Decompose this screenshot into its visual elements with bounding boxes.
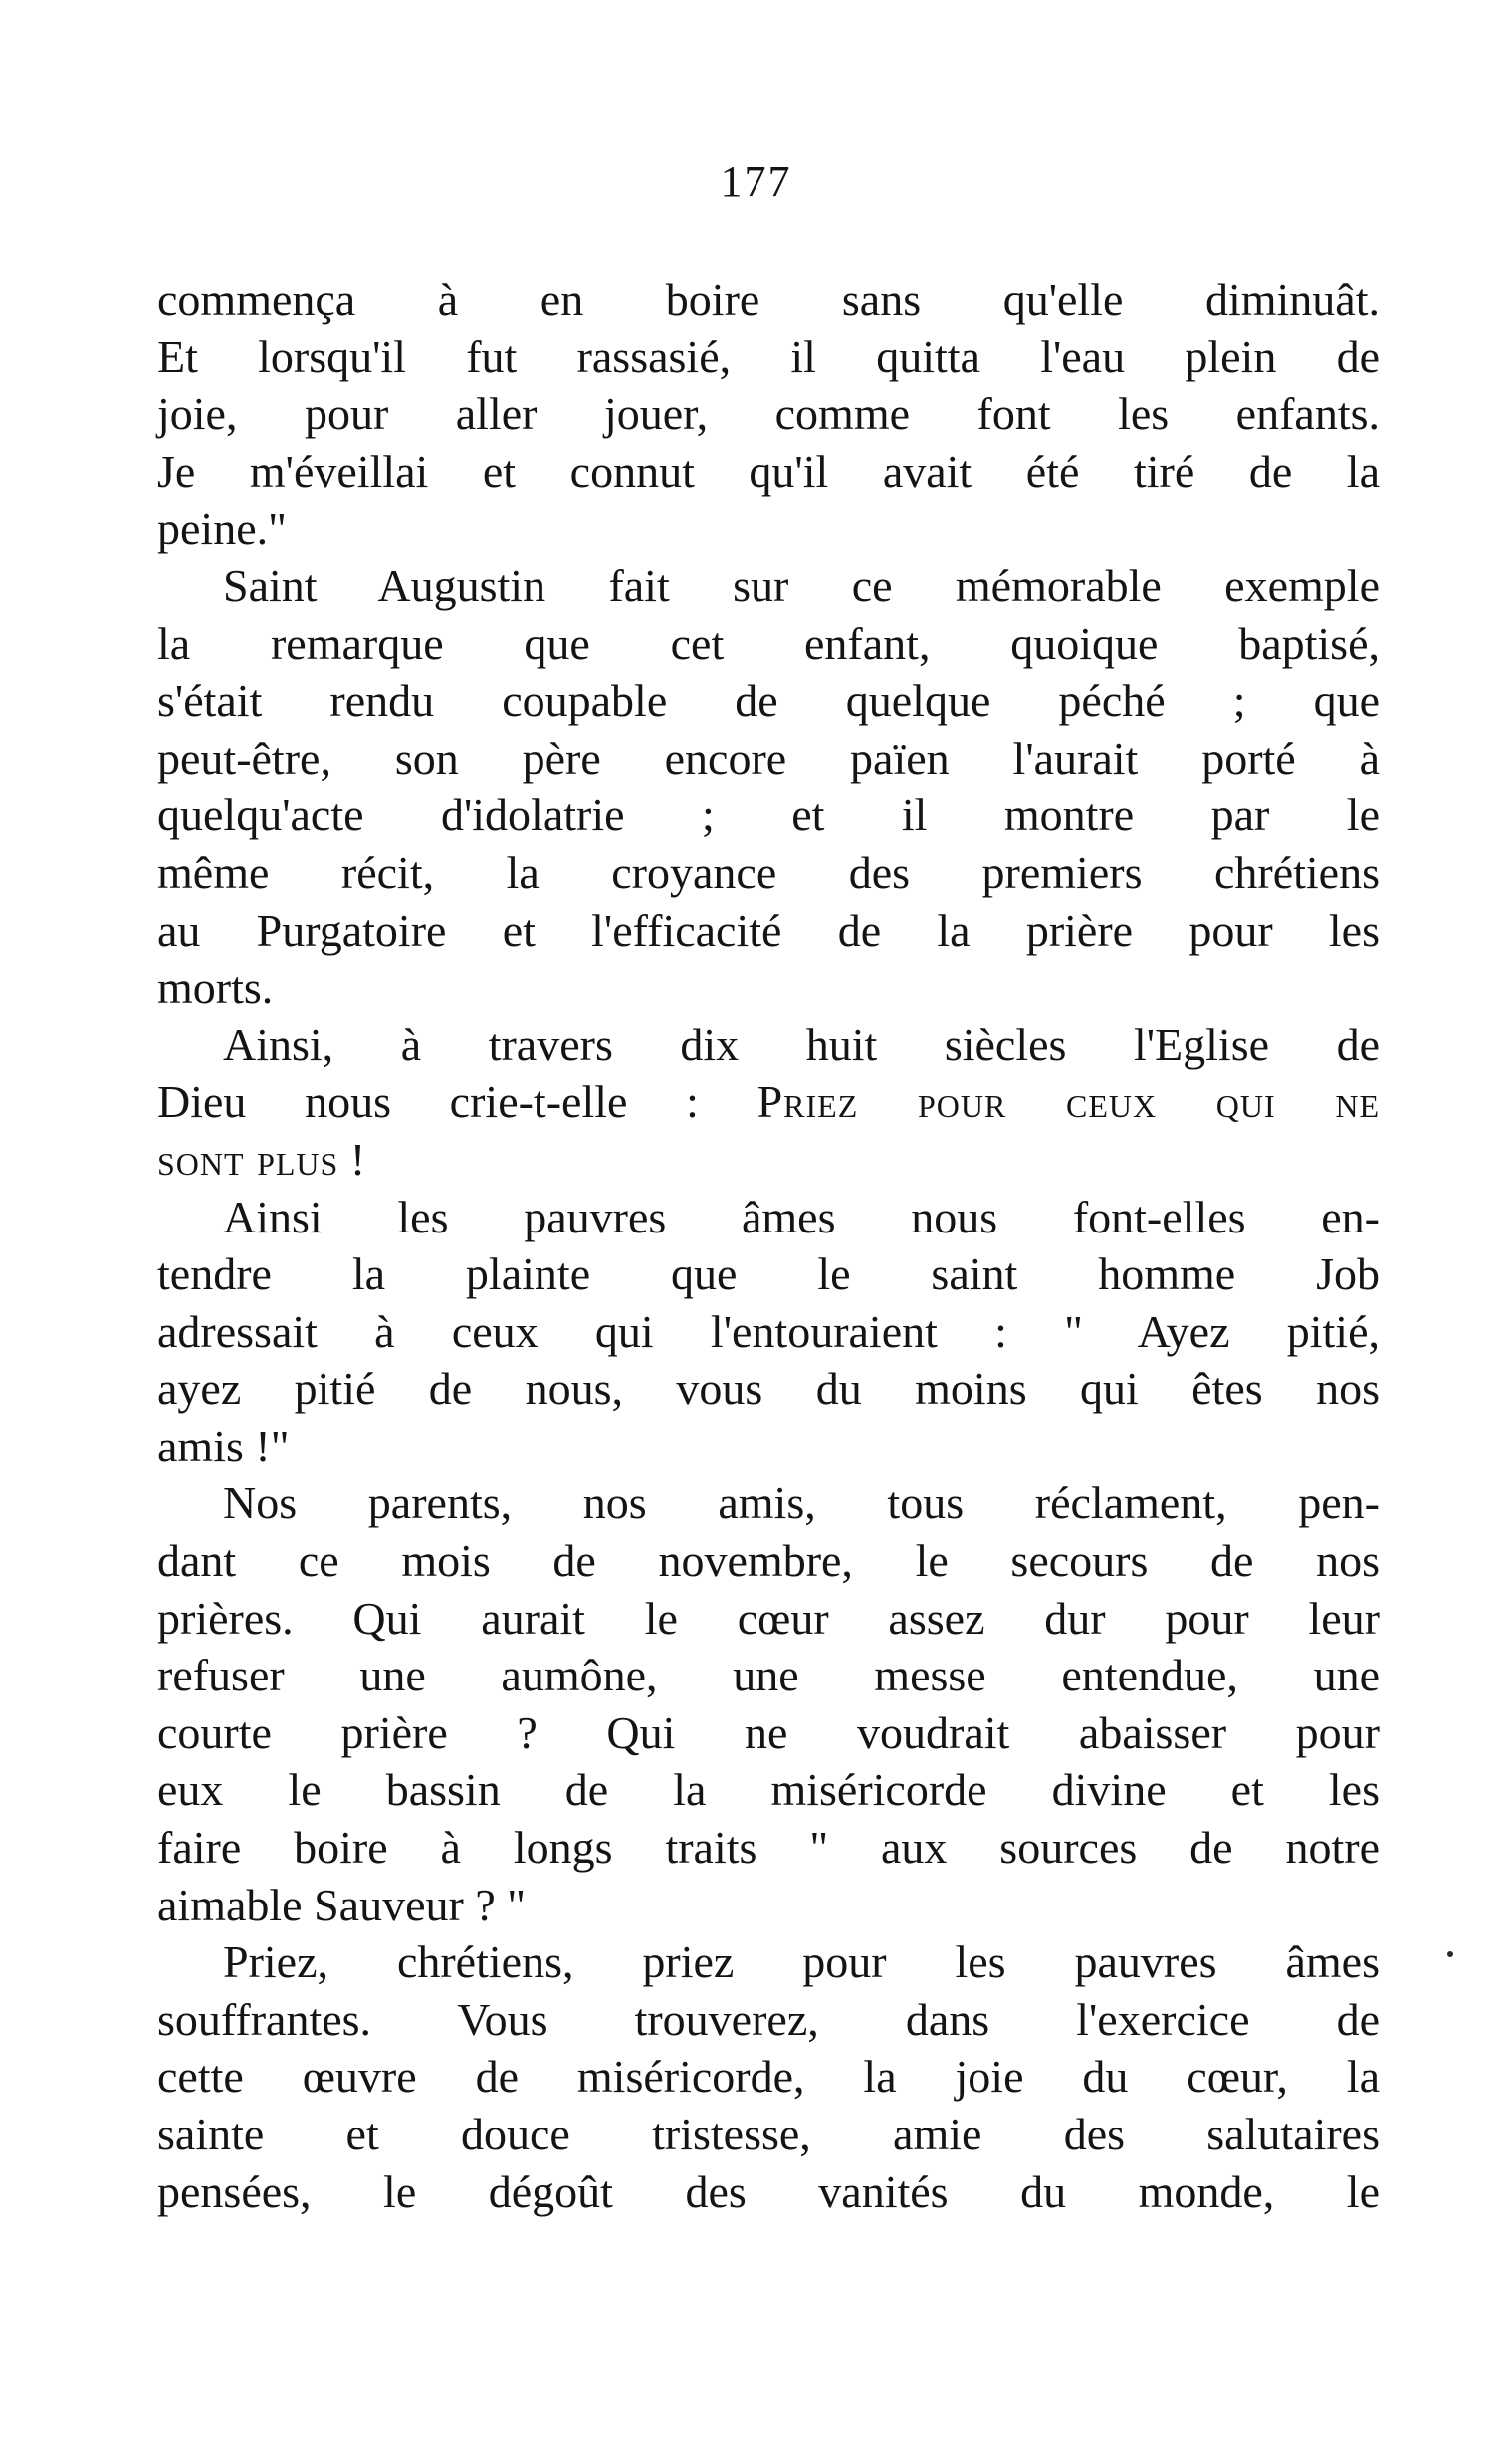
text-line: la remarque que cet enfant, quoique baptisé, bbox=[157, 617, 1380, 669]
text-line: sainte et douce tristesse, amie des salutaires bbox=[157, 2109, 1380, 2159]
small-caps-phrase: sont plus bbox=[157, 1133, 339, 1185]
text-line: au Purgatoire et l'efficacité de la prière pour les bbox=[157, 904, 1380, 956]
paragraph-start-line: Saint Augustin fait sur ce mémorable exemple bbox=[223, 560, 1380, 611]
text-line: eux le bassin de la miséricorde divine et les bbox=[157, 1764, 1380, 1816]
text-line: aimable Sauveur ? " bbox=[157, 1879, 527, 1930]
text-line: tendre la plainte que le saint homme Job bbox=[157, 1248, 1380, 1300]
paragraph-start-line: Nos parents, nos amis, tous réclament, pen- bbox=[223, 1477, 1380, 1529]
text-line: joie, pour aller jouer, comme font les enfants. bbox=[157, 388, 1380, 440]
body-text bbox=[157, 271, 1380, 2220]
text-line: refuser une aumône, une messe entendue, une bbox=[157, 1650, 1380, 1701]
paragraph-start-line: Ainsi, à travers dix huit siècles l'Eglise de bbox=[223, 1018, 1380, 1070]
text-line: faire boire à longs traits " aux sources de notre bbox=[157, 1822, 1380, 1874]
page-number: 177 bbox=[720, 157, 792, 206]
text-line: dant ce mois de novembre, le secours de nos bbox=[157, 1535, 1380, 1587]
small-caps-phrase: Priez pour ceux qui ne bbox=[756, 1076, 1381, 1128]
text-line: peut-être, son père encore païen l'aurait porté à bbox=[157, 732, 1380, 784]
paragraph-start-line: Ainsi les pauvres âmes nous font-elles en- bbox=[223, 1191, 1380, 1242]
text-line: ayez pitié de nous, vous du moins qui êtes nos bbox=[157, 1363, 1380, 1415]
text-line: s'était rendu coupable de quelque péché ; que bbox=[157, 675, 1380, 727]
text-line: Et lorsqu'il fut rassasié, il quitta l'eau plein de bbox=[157, 331, 1380, 382]
text-line: souffrantes. Vous trouverez, dans l'exercice de bbox=[157, 1993, 1380, 2045]
text-line: commença à en boire sans qu'elle diminuât. bbox=[157, 274, 1380, 325]
text-line: morts. bbox=[157, 962, 274, 1013]
text-line: Je m'éveillai et connut qu'il avait été tiré de la bbox=[157, 445, 1380, 497]
text-line: peine." bbox=[157, 503, 287, 555]
text-fragment: Dieu nous crie-t-elle : bbox=[157, 1076, 699, 1128]
text-line: prières. Qui aurait le cœur assez dur pour leur bbox=[157, 1592, 1380, 1644]
text-line: pensées, le dégoût des vanités du monde, le bbox=[157, 2165, 1380, 2217]
text-line: courte prière ? Qui ne voudrait abaisser pour bbox=[157, 1706, 1380, 1758]
text-line bbox=[157, 1131, 1380, 1189]
text-line: cette œuvre de miséricorde, la joie du cœur, la bbox=[157, 2051, 1380, 2103]
text-line bbox=[157, 1073, 1380, 1131]
text-line: même récit, la croyance des premiers chrétiens bbox=[157, 846, 1380, 898]
text-line: adressait à ceux qui l'entouraient : " Ayez pitié, bbox=[157, 1305, 1380, 1357]
ink-speck bbox=[1447, 1951, 1453, 1957]
paragraph-start-line: Priez, chrétiens, priez pour les pauvres âmes bbox=[223, 1936, 1380, 1988]
text-fragment: ! bbox=[338, 1133, 366, 1185]
text-line: amis !" bbox=[157, 1420, 290, 1471]
text-line: quelqu'acte d'idolatrie ; et il montre par le bbox=[157, 789, 1380, 841]
